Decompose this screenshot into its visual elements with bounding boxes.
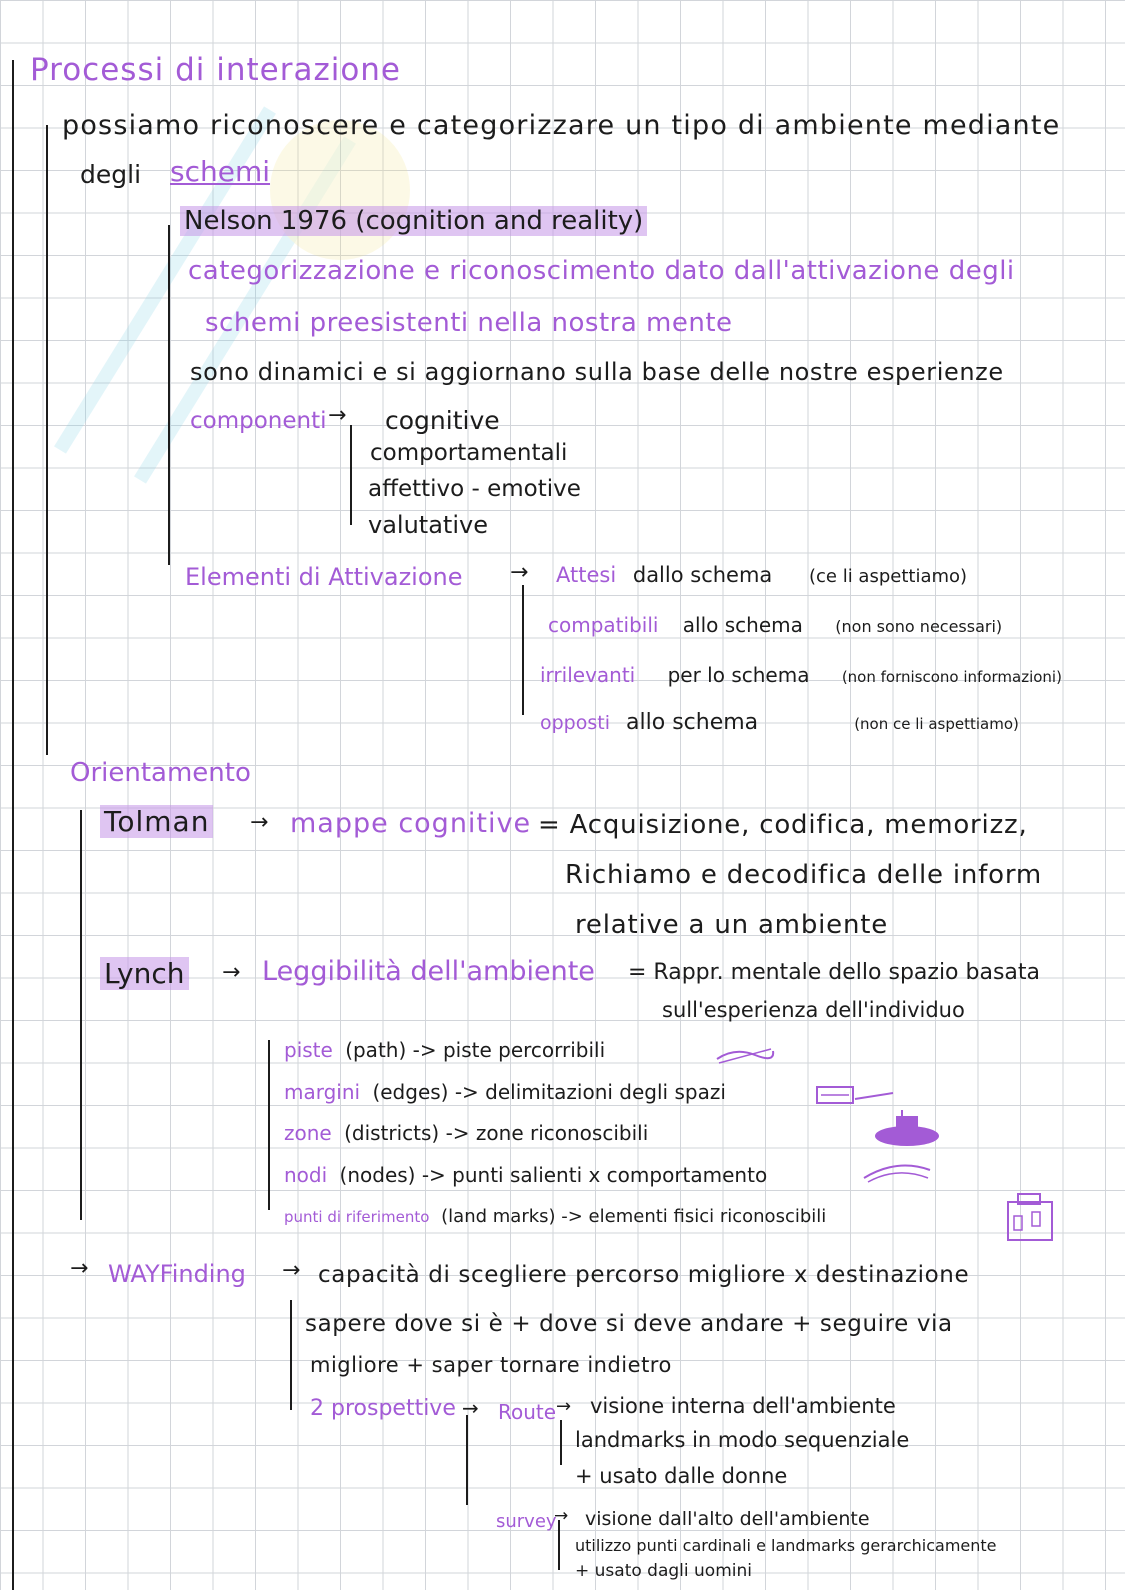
nelson-bracket-line	[168, 225, 170, 565]
schemi-keyword: schemi	[170, 155, 271, 188]
mappe-def-line2: Richiamo e decodifica delle inform	[565, 860, 1043, 890]
arrow-icon: →	[250, 810, 269, 835]
componenti-label: componenti	[190, 408, 327, 434]
orientamento-bracket-line	[80, 810, 82, 1220]
arrow-icon: →	[70, 1256, 89, 1281]
route-bracket-line	[560, 1420, 562, 1465]
categorizzazione-line2: schemi preesistenti nella nostra mente	[205, 308, 733, 338]
arrow-icon: →	[510, 560, 529, 585]
tolman-label: Tolman	[100, 808, 213, 836]
wayfinding-line2: sapere dove si è + dove si deve andare + seguire via	[305, 1311, 953, 1337]
componente-item: comportamentali	[370, 440, 568, 466]
survey-label: survey	[496, 1511, 557, 1532]
elemento-row: Attesi dallo schema (ce li aspettiamo)	[556, 563, 968, 587]
wayfinding-line3: migliore + saper tornare indietro	[310, 1353, 672, 1377]
survey-bracket-line	[558, 1520, 560, 1570]
elementi-bracket-line	[522, 585, 524, 715]
nelson-reference: Nelson 1976 (cognition and reality)	[180, 208, 647, 234]
survey-item: visione dall'alto dell'ambiente	[585, 1508, 870, 1530]
arrow-icon: →	[222, 960, 241, 985]
orientamento-label: Orientamento	[70, 758, 251, 788]
lynch-label: Lynch	[100, 960, 189, 988]
lynch-item: piste (path) -> piste percorribili	[284, 1038, 606, 1062]
categorizzazione-line1: categorizzazione e riconoscimento dato dall'attivazione degli	[188, 256, 1015, 286]
route-item: visione interna dell'ambiente	[590, 1394, 896, 1418]
elementi-label: Elementi di Attivazione	[185, 563, 463, 591]
leggibilita-def-line1: = Rappr. mentale dello spazio basata	[628, 960, 1041, 985]
survey-item: utilizzo punti cardinali e landmarks gerarchicamente	[575, 1536, 997, 1555]
route-item: landmarks in modo sequenziale	[575, 1428, 910, 1452]
leggibilita-ambiente: Leggibilità dell'ambiente	[262, 956, 595, 987]
route-label: Route	[498, 1400, 557, 1424]
schemi-intro-line1: possiamo riconoscere e categorizzare un tipo di ambiente mediante	[62, 110, 1061, 141]
path-doodle-icon	[715, 1045, 775, 1065]
elemento-row: opposti allo schema (non ce li aspettiamo)	[540, 710, 1019, 735]
arrow-icon: →	[554, 1506, 569, 1526]
district-doodle-icon	[872, 1108, 942, 1148]
survey-item: + usato dagli uomini	[575, 1561, 752, 1581]
schemi-bracket-line	[46, 125, 48, 755]
componente-item: valutative	[368, 511, 488, 539]
mappe-cognitive: mappe cognitive	[290, 808, 532, 839]
wayfinding-bracket-line	[290, 1300, 292, 1410]
elemento-row: irrilevanti per lo schema (non forniscono informazioni)	[540, 663, 1062, 687]
lynch-item: margini (edges) -> delimitazioni degli spazi	[284, 1080, 726, 1104]
componente-item: cognitive	[385, 406, 500, 435]
lynch-item: punti di riferimento (land marks) -> elementi fisici riconoscibili	[284, 1206, 827, 1227]
route-item: + usato dalle donne	[575, 1464, 788, 1488]
componenti-bracket-line	[350, 425, 352, 525]
arrow-icon: →	[282, 1258, 301, 1283]
page-title: Processi di interazione	[30, 52, 402, 88]
wayfinding-def: capacità di scegliere percorso migliore x destinazione	[318, 1262, 970, 1288]
lynch-item: nodi (nodes) -> punti salienti x comportamento	[284, 1163, 768, 1187]
lynch-item: zone (districts) -> zone riconoscibili	[284, 1121, 649, 1145]
leggibilita-def-line2: sull'esperienza dell'individuo	[662, 998, 965, 1022]
arrow-icon: →	[462, 1396, 479, 1420]
schemi-dinamici: sono dinamici e si aggiornano sulla base delle nostre esperienze	[190, 358, 1004, 386]
arrow-icon: →	[328, 403, 347, 428]
node-doodle-icon	[862, 1160, 932, 1184]
arrow-icon: →	[556, 1396, 572, 1417]
mappe-def-line3: relative a un ambiente	[575, 910, 889, 940]
mappe-def-line1: = Acquisizione, codifica, memorizz,	[538, 810, 1028, 840]
schemi-intro-line2-pre: degli	[80, 160, 142, 189]
main-bracket-line	[12, 60, 14, 1590]
prospettive-label: 2 prospettive	[310, 1396, 456, 1421]
wayfinding-label: WAYFinding	[108, 1260, 246, 1288]
elemento-row: compatibili allo schema (non sono necessari)	[548, 613, 1003, 637]
lynch-bracket-line	[268, 1040, 270, 1210]
componente-item: affettivo - emotive	[368, 476, 581, 502]
prospettive-bracket-line	[466, 1415, 468, 1505]
edge-doodle-icon	[815, 1083, 895, 1109]
landmark-doodle-icon	[1002, 1190, 1058, 1242]
